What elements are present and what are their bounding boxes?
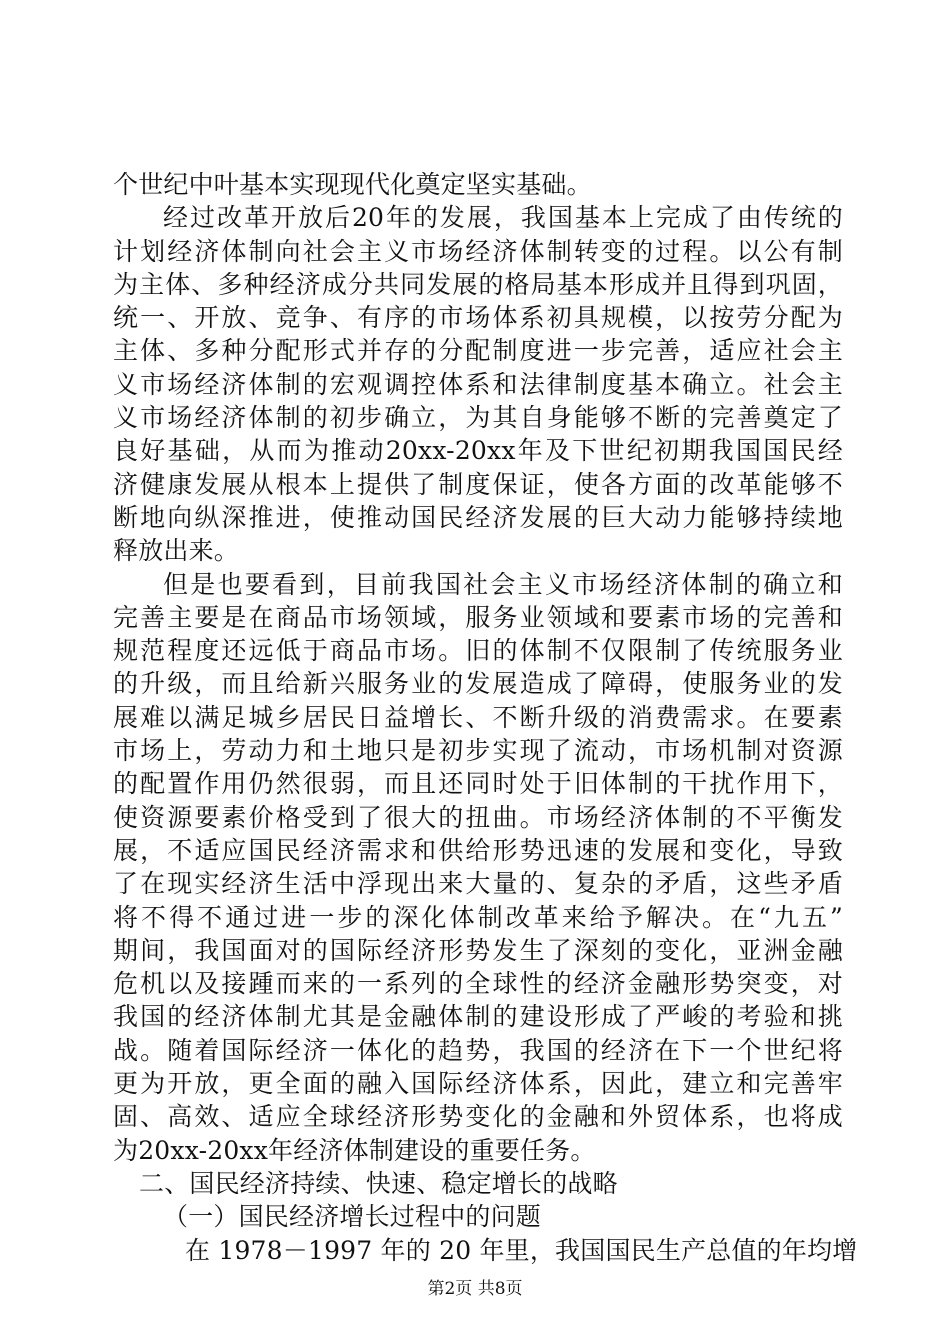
text-line: 将不得不通过进一步的深化体制改革来给予解决。在“九五” xyxy=(113,902,843,932)
text-line: 良好基础，从而为推动20xx-20xx年及下世纪初期我国国民经 xyxy=(113,436,843,466)
text-line: 的配置作用仍然很弱，而且还同时处于旧体制的干扰作用下， xyxy=(113,769,843,799)
text-line: 为主体、多种经济成分共同发展的格局基本形成并且得到巩固， xyxy=(113,269,843,299)
text-line: 释放出来。 xyxy=(113,536,240,566)
text-line: 义市场经济体制的初步确立，为其自身能够不断的完善奠定了 xyxy=(113,403,843,433)
text-line: 个世纪中叶基本实现现代化奠定坚实基础。 xyxy=(113,170,592,199)
text-line: 规范程度还远低于商品市场。旧的体制不仅限制了传统服务业 xyxy=(113,636,843,666)
text-line: 济健康发展从根本上提供了制度保证，使各方面的改革能够不 xyxy=(113,469,843,499)
text-line: 我国的经济体制尤其是金融体制的建设形成了严峻的考验和挑 xyxy=(113,1002,843,1032)
text-line: 经过改革开放后20年的发展，我国基本上完成了由传统的 xyxy=(163,203,843,233)
text-line: 更为开放，更全面的融入国际经济体系，因此，建立和完善牢 xyxy=(113,1069,843,1099)
page-footer: 第2页 共8页 xyxy=(427,1279,523,1299)
text-line: 了在现实经济生活中浮现出来大量的、复杂的矛盾，这些矛盾 xyxy=(113,869,843,899)
text-line: 战。随着国际经济一体化的趋势，我国的经济在下一个世纪将 xyxy=(113,1035,843,1065)
text-line: 危机以及接踵而来的一系列的全球性的经济金融形势突变，对 xyxy=(113,969,843,999)
text-line: 但是也要看到，目前我国社会主义市场经济体制的确立和 xyxy=(163,569,843,599)
text-line: 的升级，而且给新兴服务业的发展造成了障碍，使服务业的发 xyxy=(113,669,843,699)
text-line: 为20xx-20xx年经济体制建设的重要任务。 xyxy=(113,1135,596,1165)
text-line: 断地向纵深推进，使推动国民经济发展的巨大动力能够持续地 xyxy=(113,502,843,532)
text-line: 统一、开放、竞争、有序的市场体系初具规模，以按劳分配为 xyxy=(113,303,843,333)
text-line: 在 1978－1997 年的 20 年里，我国国民生产总值的年均增 xyxy=(185,1235,858,1265)
text-line: （一）国民经济增长过程中的问题 xyxy=(163,1202,542,1232)
text-line: 固、高效、适应全球经济形势变化的金融和外贸体系，也将成 xyxy=(113,1102,843,1132)
text-line: 使资源要素价格受到了很大的扭曲。市场经济体制的不平衡发 xyxy=(113,802,843,832)
text-line: 二、国民经济持续、快速、稳定增长的战略 xyxy=(139,1168,618,1198)
text-line: 展难以满足城乡居民日益增长、不断升级的消费需求。在要素 xyxy=(113,702,843,732)
text-line: 计划经济体制向社会主义市场经济体制转变的过程。以公有制 xyxy=(113,236,843,266)
text-line: 展，不适应国民经济需求和供给形势迅速的发展和变化，导致 xyxy=(113,835,843,865)
text-line: 市场上，劳动力和土地只是初步实现了流动，市场机制对资源 xyxy=(113,736,843,766)
text-line: 义市场经济体制的宏观调控体系和法律制度基本确立。社会主 xyxy=(113,369,843,399)
text-line: 主体、多种分配形式并存的分配制度进一步完善，适应社会主 xyxy=(113,336,843,366)
document-body xyxy=(113,168,858,1267)
text-line: 完善主要是在商品市场领域，服务业领域和要素市场的完善和 xyxy=(113,602,843,632)
text-line: 期间，我国面对的国际经济形势发生了深刻的变化，亚洲金融 xyxy=(113,935,843,965)
